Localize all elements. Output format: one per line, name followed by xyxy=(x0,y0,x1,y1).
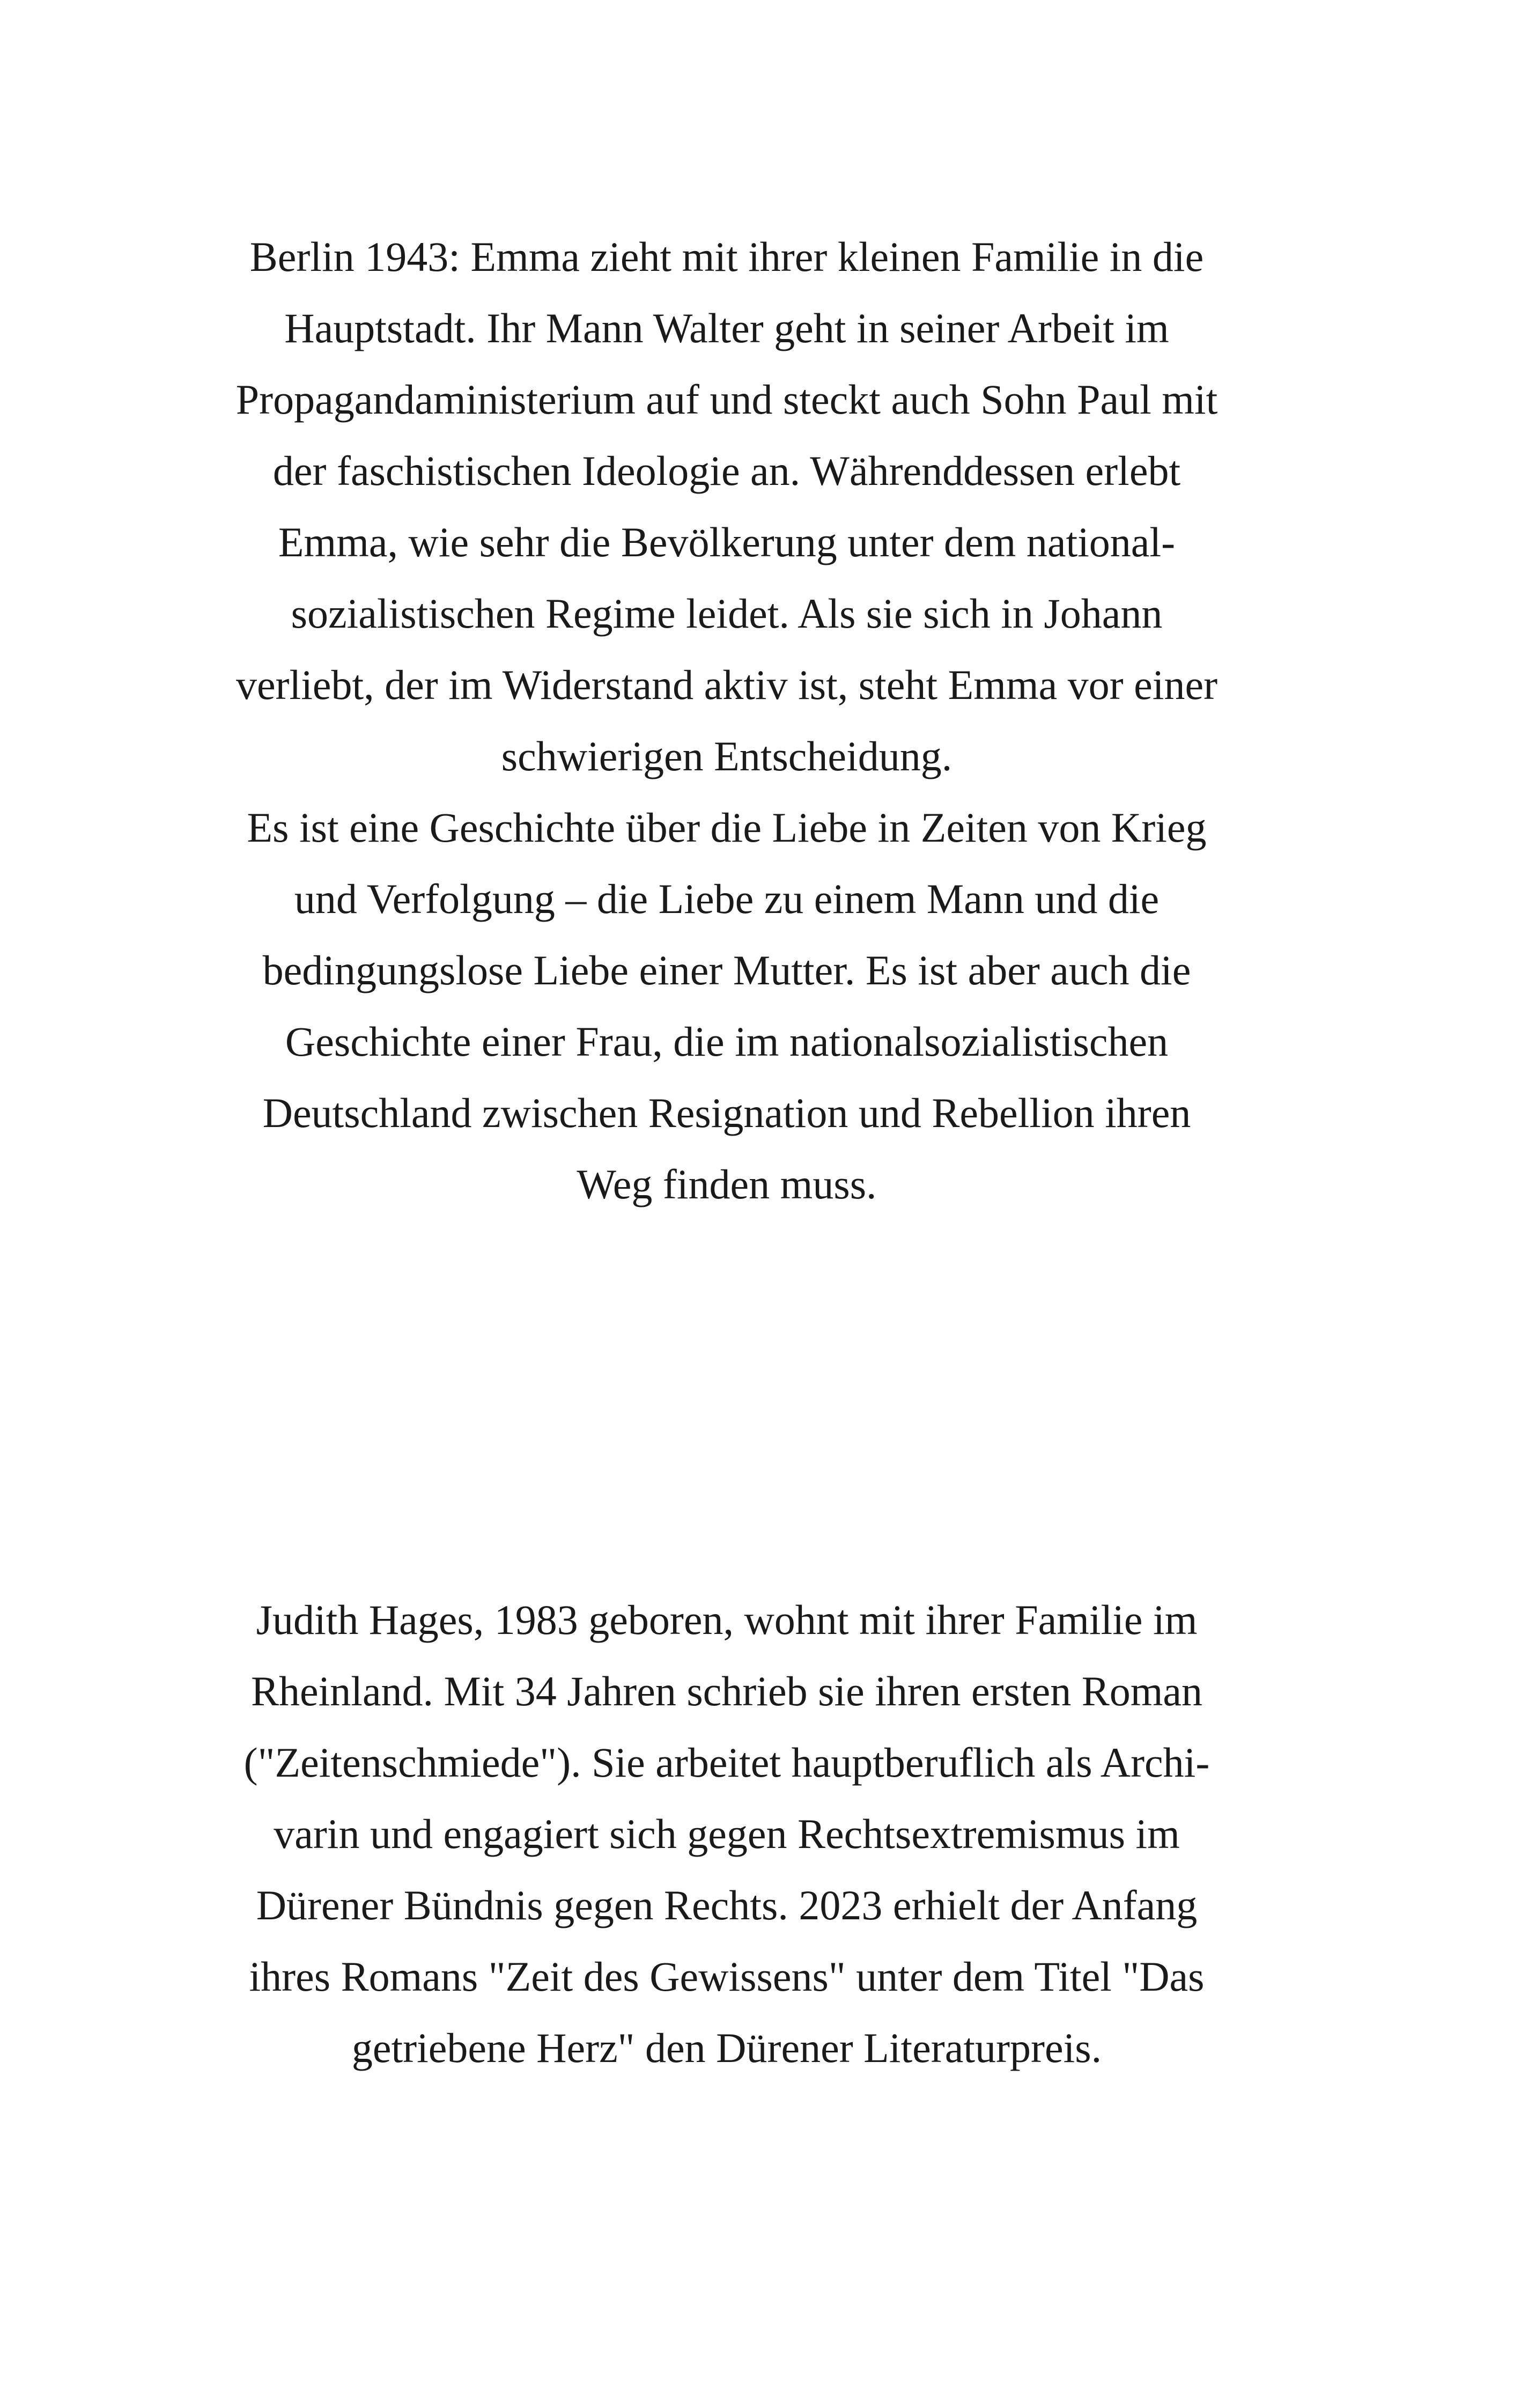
author-bio-text xyxy=(0,1584,1453,2083)
author-bio-line: Judith Hages, 1983 geboren, wohnt mit ihrer Familie im xyxy=(256,1596,1198,1643)
author-bio-line: getriebene Herz" den Dürener Literaturpreis. xyxy=(351,2024,1102,2071)
synopsis-line: verliebt, der im Widerstand aktiv ist, steht Emma vor einer xyxy=(235,661,1218,708)
synopsis-line: und Verfolgung – die Liebe zu einem Mann und die xyxy=(294,875,1160,922)
synopsis-line: Propagandaministerium auf und steckt auch Sohn Paul mit xyxy=(235,376,1218,423)
synopsis-line: bedingungslose Liebe einer Mutter. Es ist aber auch die xyxy=(262,947,1191,993)
synopsis-line: Hauptstadt. Ihr Mann Walter geht in seiner Arbeit im xyxy=(284,305,1169,351)
synopsis-line: Es ist eine Geschichte über die Liebe in Zeiten von Krieg xyxy=(247,804,1207,851)
author-bio-line: varin und engagiert sich gegen Rechtsextremismus im xyxy=(274,1810,1180,1857)
synopsis-line: Emma, wie sehr die Bevölkerung unter dem national- xyxy=(278,519,1176,565)
synopsis-text xyxy=(0,221,1453,1220)
author-bio-line: Rheinland. Mit 34 Jahren schrieb sie ihren ersten Roman xyxy=(250,1668,1203,1714)
synopsis-line: Weg finden muss. xyxy=(577,1161,877,1207)
author-bio-line: Dürener Bündnis gegen Rechts. 2023 erhielt der Anfang xyxy=(256,1882,1198,1928)
synopsis-line: Deutschland zwischen Resignation und Rebellion ihren xyxy=(262,1089,1191,1136)
synopsis-line: Berlin 1943: Emma zieht mit ihrer kleinen Familie in die xyxy=(249,233,1204,280)
synopsis-line: schwierigen Entscheidung. xyxy=(501,733,953,779)
synopsis-line: Geschichte einer Frau, die im nationalsozialistischen xyxy=(285,1018,1169,1065)
synopsis-line: sozialistischen Regime leidet. Als sie sich in Johann xyxy=(291,590,1163,637)
synopsis-line: der faschistischen Ideologie an. Währenddessen erlebt xyxy=(272,447,1181,494)
author-bio-line: ("Zeitenschmiede"). Sie arbeitet hauptberuflich als Archi- xyxy=(243,1739,1210,1786)
author-bio-line: ihres Romans "Zeit des Gewissens" unter dem Titel "Das xyxy=(249,1953,1205,2000)
